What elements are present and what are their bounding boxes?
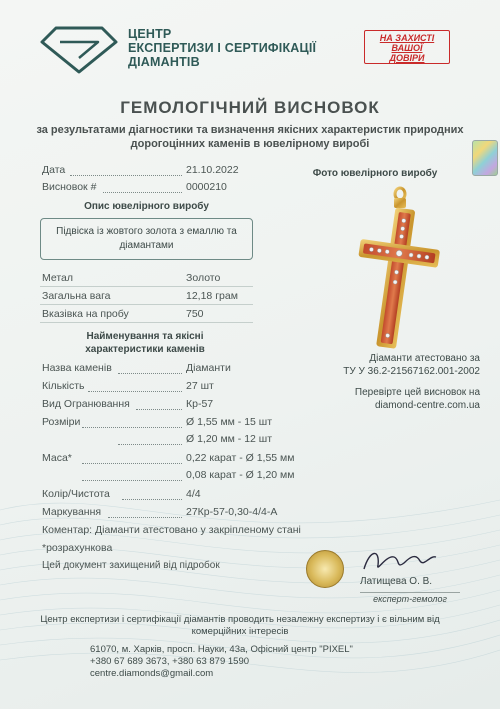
calc-note: *розрахункова <box>42 542 113 554</box>
metal-value: Золото <box>186 272 221 284</box>
stones-section-title: Найменування та якісні характеристики каменів <box>85 331 205 355</box>
color-dots <box>122 499 182 500</box>
hologram-sticker <box>472 140 498 176</box>
cross-pendant-image <box>340 186 440 354</box>
footer-note: Центр експертизи і сертифікації діамантів проводить незалежну експертизу і є вільним від комерційних інтересів <box>40 614 440 637</box>
mass-dots-2 <box>82 480 182 481</box>
footer-contacts <box>90 644 430 680</box>
date-dots <box>70 175 182 176</box>
item-description: Підвіска із жовтого золота з емаллю та діамантами <box>40 218 253 260</box>
size-value-2: Ø 1,20 мм - 12 шт <box>186 433 273 445</box>
mass-dots <box>82 463 182 464</box>
document-title: ГЕМОЛОГІЧНИЙ ВИСНОВОК <box>120 98 380 117</box>
attested-line-1: Діаманти атестовано за <box>369 353 480 364</box>
size-value-1: Ø 1,55 мм - 15 шт <box>186 416 273 428</box>
stamp-line-1: НА ЗАХИСТІ <box>379 33 435 43</box>
metal-label: Метал <box>42 272 74 284</box>
date-label: Дата <box>42 164 66 176</box>
marking-value: 27Кр-57-0,30-4/4-А <box>186 506 278 518</box>
document-subtitle: за результатами діагностики та визначення якісних характеристик природних дорогоцінних каменів в ювелірному виробі <box>36 124 464 150</box>
verify-link[interactable]: diamond-centre.com.ua <box>374 400 480 411</box>
cut-dots <box>136 409 182 410</box>
attested-line-2: ТУ У 36.2-21567162.001-2002 <box>343 366 480 377</box>
assay-value: 750 <box>186 308 204 320</box>
stone-name-dots <box>118 373 182 374</box>
color-label: Колір/Чистота <box>42 488 110 500</box>
size-dots <box>82 427 182 428</box>
mass-value-1: 0,22 карат - Ø 1,55 мм <box>186 452 295 464</box>
item-section-title: Опис ювелірного виробу <box>84 201 209 212</box>
assay-label: Вказівка на пробу <box>42 308 129 320</box>
date-value: 21.10.2022 <box>186 164 239 176</box>
color-value: 4/4 <box>186 488 201 500</box>
size-label: Розміри <box>42 416 81 428</box>
row-divider <box>40 322 253 323</box>
photo-title: Фото ювелірного виробу <box>312 168 438 179</box>
trust-stamp <box>364 30 450 64</box>
cut-label: Вид Огранювання <box>42 398 130 410</box>
size-dots-2 <box>118 444 182 445</box>
diamond-logo-icon <box>38 24 120 76</box>
signer-name: Латищева О. В. <box>360 576 433 587</box>
org-name: ЦЕНТР ЕКСПЕРТИЗИ І СЕРТИФІКАЦІЇ ДІАМАНТІВ <box>128 27 317 69</box>
stamp-line-3: ДОВІРИ <box>389 53 425 63</box>
phones-line: +380 67 689 3673, +380 63 879 1590 <box>90 656 250 667</box>
row-divider <box>40 304 253 305</box>
number-value: 0000210 <box>186 181 227 193</box>
marking-dots <box>108 517 182 518</box>
quantity-value: 27 шт <box>186 380 214 392</box>
stone-name-value: Діаманти <box>186 362 231 374</box>
signer-role: експерт-гемолог <box>360 592 460 604</box>
number-dots <box>103 192 182 193</box>
number-label: Висновок # <box>42 181 97 193</box>
protected-note: Цей документ захищений від підробок <box>42 560 220 571</box>
weight-value: 12,18 грам <box>186 290 238 302</box>
cut-value: Кр-57 <box>186 398 214 410</box>
quantity-label: Кількість <box>42 380 85 392</box>
address-line: 61070, м. Харків, просп. Науки, 43а, Офісний центр "PIXEL" <box>90 644 353 655</box>
stamp-line-2: ВАШОЇ <box>391 43 423 53</box>
email-line[interactable]: centre.diamonds@gmail.com <box>90 668 214 679</box>
verify-line-1: Перевірте цей висновок на <box>354 387 480 398</box>
comment-text: Коментар: Діаманти атестовано у закріпленому стані <box>42 524 301 536</box>
mass-value-2: 0,08 карат - Ø 1,20 мм <box>186 469 295 481</box>
marking-label: Маркування <box>42 506 102 518</box>
quantity-dots <box>88 391 182 392</box>
mass-label: Маса* <box>42 452 72 464</box>
signature-mark <box>360 545 440 575</box>
weight-label: Загальна вага <box>42 290 111 302</box>
row-divider <box>40 286 253 287</box>
gold-seal <box>306 550 344 588</box>
stone-name-label: Назва каменів <box>42 362 112 374</box>
